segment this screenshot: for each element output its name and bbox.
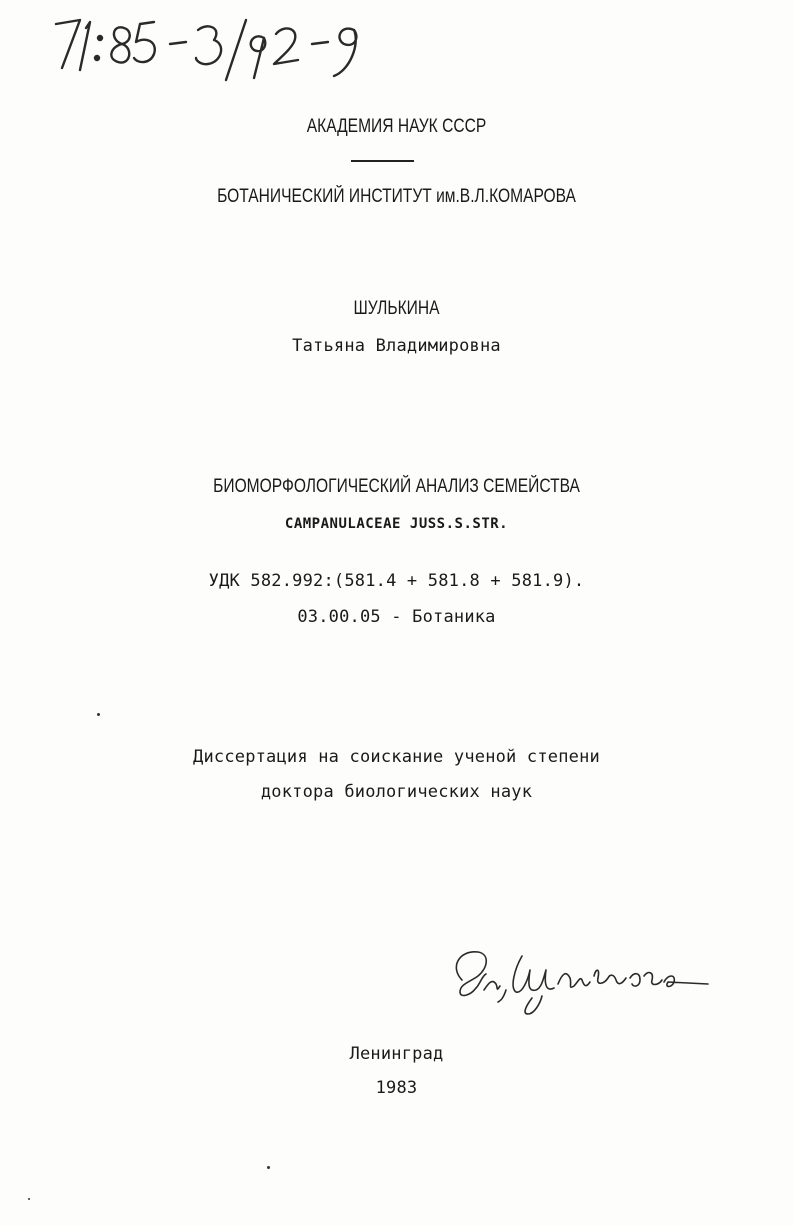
degree-line-1: Диссертация на соискание ученой степени bbox=[193, 747, 600, 767]
dissertation-title: БИОМОРФОЛОГИЧЕСКИЙ АНАЛИЗ СЕМЕЙСТВА bbox=[213, 476, 580, 497]
scan-speck bbox=[97, 713, 100, 716]
publication-year: 1983 bbox=[375, 1078, 418, 1098]
author-given-names: Татьяна Владимировна bbox=[292, 336, 501, 356]
separator-rule bbox=[351, 160, 414, 162]
specialty-code: 03.00.05 - Ботаника bbox=[297, 607, 496, 627]
author-signature bbox=[448, 940, 718, 1025]
institute-name: БОТАНИЧЕСКИЙ ИНСТИТУТ им.В.Л.КОМАРОВА bbox=[217, 186, 576, 207]
academy-name: АКАДЕМИЯ НАУК СССР bbox=[306, 116, 487, 137]
publication-city: Ленинград bbox=[349, 1044, 444, 1064]
taxon-name: CAMPANULACEAE JUSS.S.STR. bbox=[284, 516, 509, 532]
archive-code-handwritten bbox=[50, 0, 430, 100]
scan-speck bbox=[267, 1166, 270, 1169]
degree-line-2: доктора биологических наук bbox=[260, 782, 533, 802]
udc-code: УДК 582.992:(581.4 + 581.8 + 581.9). bbox=[208, 571, 585, 591]
scan-speck bbox=[28, 1198, 30, 1200]
author-surname: ШУЛЬКИНА bbox=[353, 298, 440, 319]
